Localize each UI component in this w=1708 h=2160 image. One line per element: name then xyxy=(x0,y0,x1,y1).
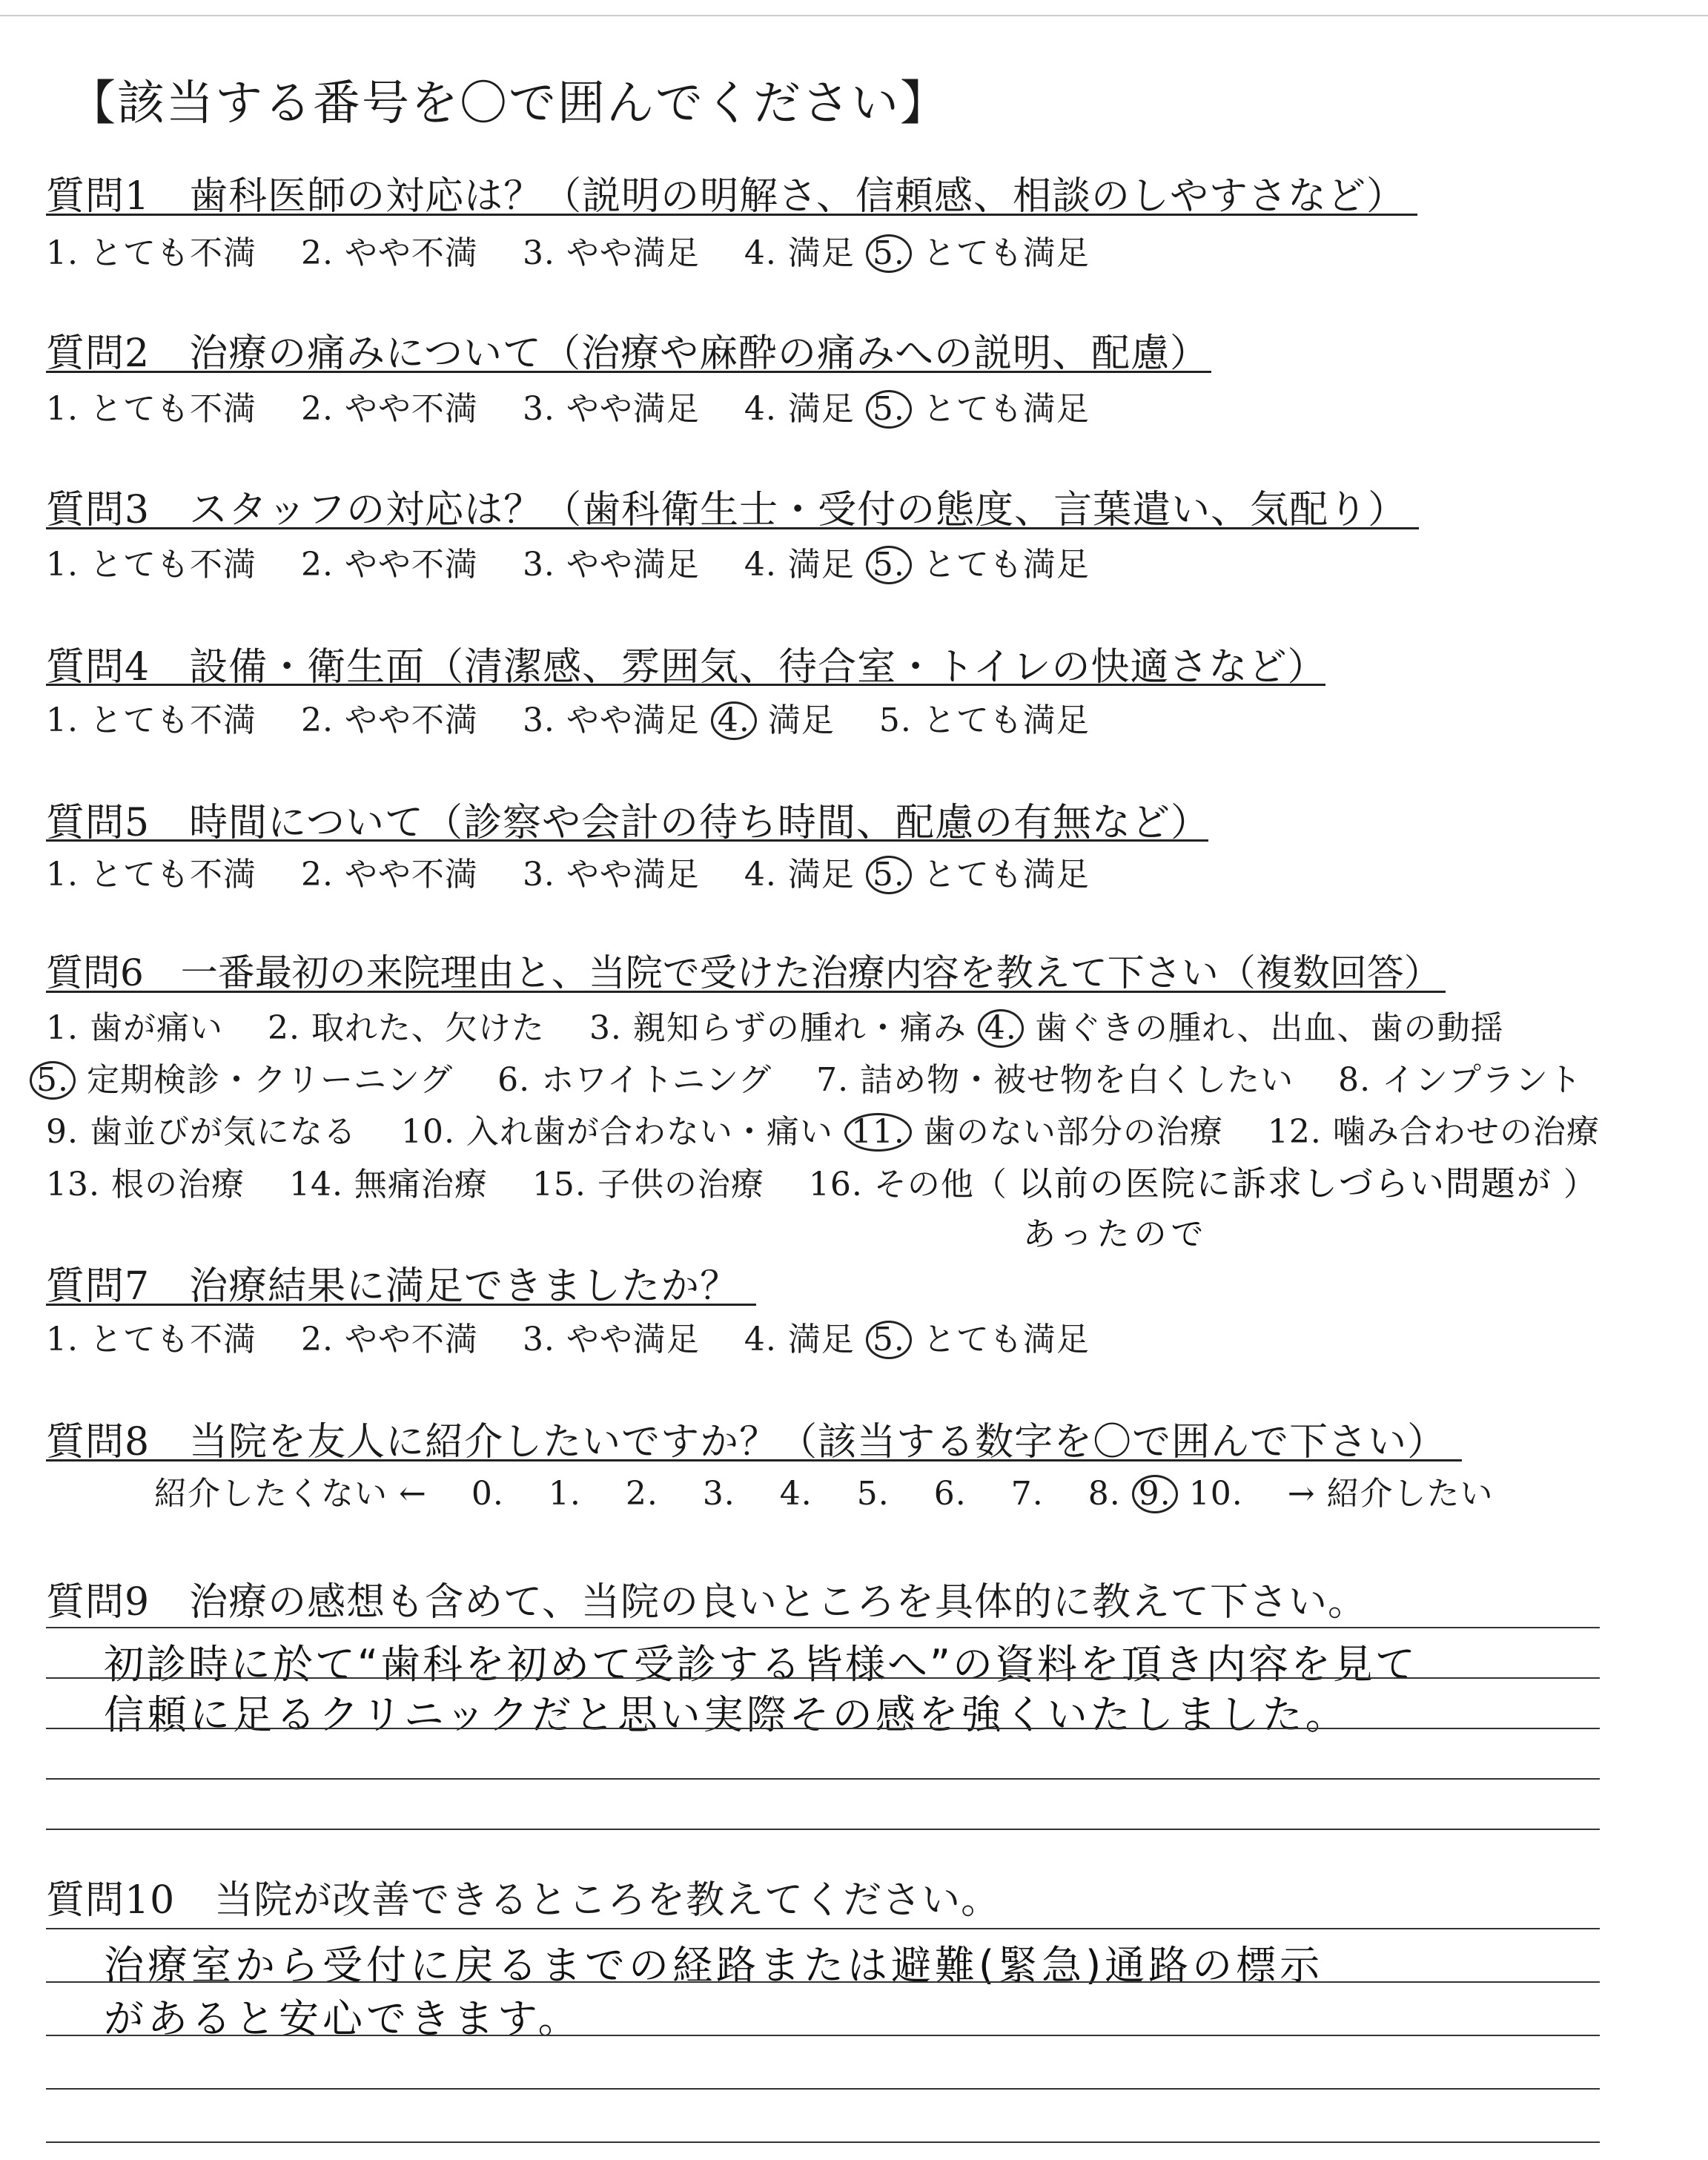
q7-options xyxy=(46,1312,1090,1360)
q4-title: 質問4 設備・衛生面（清潔感、雰囲気、待合室・トイレの快適さなど） xyxy=(46,645,1327,690)
q1-opt-2[interactable]: 2. やや不満 xyxy=(300,234,478,272)
q1-opt-5-label: とても満足 xyxy=(922,234,1090,272)
q2-options xyxy=(46,382,1090,429)
q6-underline xyxy=(46,991,1446,993)
q1-opt-3[interactable]: 3. やや満足 xyxy=(522,234,700,272)
q5-opt-5-label: とても満足 xyxy=(922,856,1090,894)
q4-opt-2[interactable]: 2. やや不満 xyxy=(300,701,478,739)
q10-answer-handwriting-2[interactable]: があると安心できます。 xyxy=(104,1995,582,2042)
q6-opt-4-label: 歯ぐきの腫れ、出血、歯の動揺 xyxy=(1034,1009,1504,1047)
q2-title: 質問2 治療の痛みについて（治療や麻酔の痛みへの説明、配慮） xyxy=(46,331,1210,376)
q1-title: 質問1 歯科医師の対応は？（説明の明解さ、信頼感、相談のしやすさなど） xyxy=(46,174,1406,219)
q3-opt-4[interactable]: 4. 満足 xyxy=(744,546,855,584)
q10-answer-handwriting-1[interactable]: 治療室から受付に戻るまでの経路または避難(緊急)通路の標示 xyxy=(104,1942,1324,1989)
q9-answer-line-1 xyxy=(46,1627,1600,1628)
q3-title: 質問3 スタッフの対応は？（歯科衛生士・受付の態度、言葉遣い、気配り） xyxy=(46,488,1408,532)
top-border xyxy=(0,15,1708,16)
q6-row-4 xyxy=(46,1157,1597,1206)
q3-options xyxy=(46,538,1090,585)
q9-title: 質問9 治療の感想も含めて、当院の良いところを具体的に教えて下さい。 xyxy=(46,1580,1368,1625)
q7-opt-5-label: とても満足 xyxy=(922,1321,1090,1358)
q6-other-close: ） xyxy=(1563,1166,1597,1203)
q4-opt-1[interactable]: 1. とても不満 xyxy=(46,701,256,739)
q7-opt-2[interactable]: 2. やや不満 xyxy=(300,1321,478,1358)
q8-underline xyxy=(46,1459,1462,1462)
q3-opt-3[interactable]: 3. やや満足 xyxy=(522,546,700,584)
q7-opt-3[interactable]: 3. やや満足 xyxy=(522,1321,700,1358)
q5-opt-3[interactable]: 3. やや満足 xyxy=(522,856,700,894)
q2-opt-2[interactable]: 2. やや不満 xyxy=(300,390,478,428)
q5-opt-4[interactable]: 4. 満足 xyxy=(744,856,855,894)
q6-opt-5-circled[interactable]: 5. xyxy=(30,1061,76,1100)
q8-opt-5[interactable]: 5. xyxy=(856,1475,890,1513)
q7-title: 質問7 治療結果に満足できましたか？ xyxy=(46,1264,740,1309)
q6-other-handwriting-2[interactable]: あったので xyxy=(1023,1215,1208,1253)
q6-opt-13[interactable]: 13. 根の治療 xyxy=(46,1166,245,1203)
q1-opt-1[interactable]: 1. とても不満 xyxy=(46,234,256,272)
q8-title: 質問8 当院を友人に紹介したいですか？（該当する数字を〇で囲んで下さい） xyxy=(46,1420,1447,1464)
q3-opt-2[interactable]: 2. やや不満 xyxy=(300,546,478,584)
q6-opt-14[interactable]: 14. 無痛治療 xyxy=(288,1166,488,1203)
q3-opt-5-label: とても満足 xyxy=(922,546,1090,584)
q8-opt-9-circled[interactable]: 9. xyxy=(1132,1475,1178,1513)
q6-opt-1[interactable]: 1. 歯が痛い xyxy=(46,1009,223,1047)
q9-answer-line-3 xyxy=(46,1728,1600,1729)
q6-opt-7[interactable]: 7. 詰め物・被せ物を白くしたい xyxy=(816,1061,1294,1099)
q8-opt-8[interactable]: 8. xyxy=(1088,1475,1121,1513)
q4-opt-3[interactable]: 3. やや満足 xyxy=(522,701,700,739)
q6-opt-3[interactable]: 3. 親知らずの腫れ・痛み xyxy=(589,1009,967,1047)
q4-opt-5[interactable]: 5. とても満足 xyxy=(878,701,1090,739)
q5-underline xyxy=(46,839,1208,842)
q6-opt-2[interactable]: 2. 取れた、欠けた xyxy=(267,1009,545,1047)
q6-opt-11-label: 歯のない部分の治療 xyxy=(922,1113,1223,1151)
q2-opt-5-circled[interactable]: 5. xyxy=(866,390,912,429)
q9-answer-handwriting-1[interactable]: 初診時に於て“歯科を初めて受診する皆様へ”の資料を頂き内容を見て xyxy=(104,1641,1417,1688)
q8-right-label: → 紹介したい xyxy=(1287,1475,1494,1513)
q9-answer-line-4 xyxy=(46,1778,1600,1780)
q8-opt-1[interactable]: 1. xyxy=(548,1475,581,1513)
q9-answer-line-5 xyxy=(46,1829,1600,1830)
q6-row-1 xyxy=(46,1001,1504,1048)
q10-answer-line-2 xyxy=(46,1981,1600,1983)
q6-opt-5-label: 定期検診・クリーニング xyxy=(86,1061,454,1099)
q1-underline xyxy=(46,214,1417,216)
q5-opt-5-circled[interactable]: 5. xyxy=(866,856,912,894)
q2-opt-1[interactable]: 1. とても不満 xyxy=(46,390,256,428)
q4-options xyxy=(46,693,1090,741)
q8-opt-7[interactable]: 7. xyxy=(1010,1475,1044,1513)
q1-opt-5-circled[interactable]: 5. xyxy=(866,234,912,273)
q6-opt-8[interactable]: 8. インプラント xyxy=(1338,1061,1583,1099)
q10-answer-line-4 xyxy=(46,2088,1600,2090)
instruction-heading: 【該当する番号を〇で囲んでください】 xyxy=(68,76,949,131)
q3-opt-1[interactable]: 1. とても不満 xyxy=(46,546,256,584)
q8-opt-4[interactable]: 4. xyxy=(779,1475,812,1513)
q2-opt-5-label: とても満足 xyxy=(922,390,1090,428)
q1-options xyxy=(46,226,1090,274)
q5-title: 質問5 時間について（診察や会計の待ち時間、配慮の有無など） xyxy=(46,801,1211,845)
q5-opt-1[interactable]: 1. とても不満 xyxy=(46,856,256,894)
q7-opt-1[interactable]: 1. とても不満 xyxy=(46,1321,256,1358)
q8-opt-6[interactable]: 6. xyxy=(933,1475,967,1513)
q6-opt-4-circled[interactable]: 4. xyxy=(978,1009,1024,1048)
q8-opt-3[interactable]: 3. xyxy=(702,1475,735,1513)
q9-answer-handwriting-2[interactable]: 信頼に足るクリニックだと思い実際その感を強くいたしました。 xyxy=(104,1691,1348,1738)
q3-opt-5-circled[interactable]: 5. xyxy=(866,546,912,584)
q5-opt-2[interactable]: 2. やや不満 xyxy=(300,856,478,894)
q2-underline xyxy=(46,371,1211,373)
q8-opt-10[interactable]: 10. xyxy=(1188,1475,1243,1513)
q6-title: 質問6 一番最初の来院理由と、当院で受けた治療内容を教えて下さい（複数回答） xyxy=(46,951,1441,994)
q6-opt-11-circled[interactable]: 11. xyxy=(844,1113,912,1152)
q6-opt-12[interactable]: 12. 噛み合わせの治療 xyxy=(1267,1113,1600,1151)
q8-left-label: 紹介したくない ← xyxy=(154,1475,427,1513)
q8-scale-row xyxy=(154,1467,1494,1514)
q3-underline xyxy=(46,527,1419,529)
q1-opt-4[interactable]: 4. 満足 xyxy=(744,234,855,272)
q10-title: 質問10 当院が改善できるところを教えてください。 xyxy=(46,1878,1001,1923)
q2-opt-4[interactable]: 4. 満足 xyxy=(744,390,855,428)
q6-other-handwriting-1[interactable]: 以前の医院に訴求しづらい問題が xyxy=(1018,1163,1552,1203)
q6-row-2 xyxy=(30,1053,1582,1100)
q5-options xyxy=(46,848,1090,895)
q7-opt-5-circled[interactable]: 5. xyxy=(866,1321,912,1359)
q4-opt-4-label: 満足 xyxy=(767,701,835,739)
q6-opt-16[interactable]: 16. その他（ xyxy=(808,1166,1007,1203)
q6-opt-6[interactable]: 6. ホワイトニング xyxy=(497,1061,772,1099)
q4-opt-4-circled[interactable]: 4. xyxy=(711,701,757,740)
q6-opt-9[interactable]: 9. 歯並びが気になる xyxy=(46,1113,357,1151)
q6-row-3 xyxy=(46,1105,1600,1152)
q6-opt-15[interactable]: 15. 子供の治療 xyxy=(532,1166,764,1203)
q8-opt-0[interactable]: 0. xyxy=(471,1475,504,1513)
q8-opt-2[interactable]: 2. xyxy=(625,1475,658,1513)
q10-answer-line-3 xyxy=(46,2035,1600,2036)
q6-opt-10[interactable]: 10. 入れ歯が合わない・痛い xyxy=(400,1113,833,1151)
q7-underline xyxy=(46,1304,756,1306)
q7-opt-4[interactable]: 4. 満足 xyxy=(744,1321,855,1358)
q10-answer-line-5 xyxy=(46,2141,1600,2143)
q2-opt-3[interactable]: 3. やや満足 xyxy=(522,390,700,428)
q10-answer-line-1 xyxy=(46,1928,1600,1929)
q9-answer-line-2 xyxy=(46,1677,1600,1679)
q4-underline xyxy=(46,684,1325,686)
